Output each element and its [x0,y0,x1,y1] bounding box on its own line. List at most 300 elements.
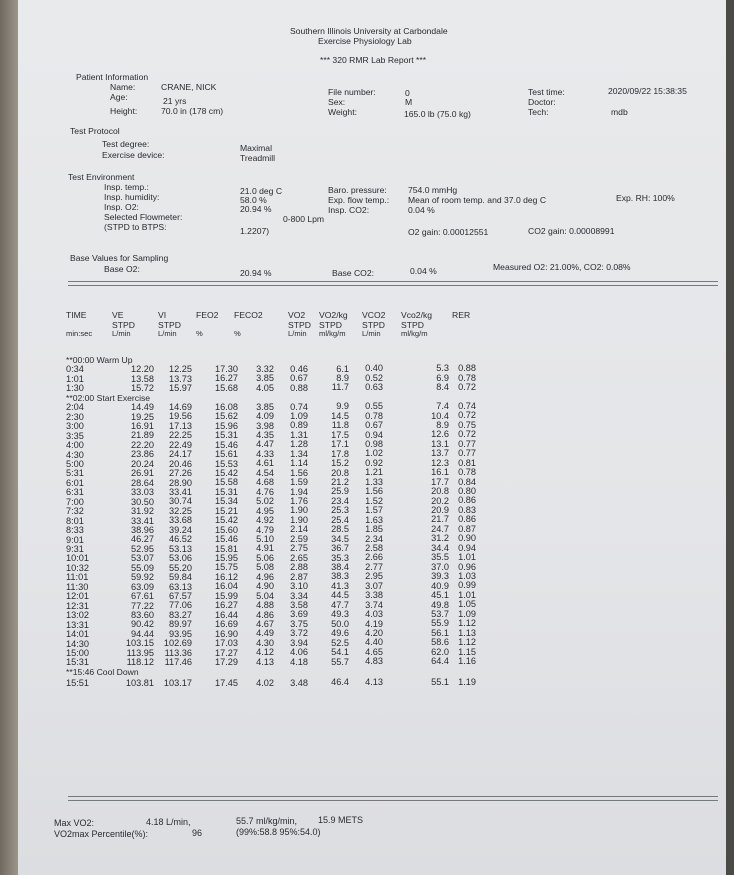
data-cell: 77.22 [131,600,154,611]
column-header: STPD [362,319,385,330]
data-cell: 103.17 [163,678,192,688]
time-cell: 6:01 [66,477,84,488]
phase-marker-warmup: **00:00 Warm Up [66,355,133,365]
data-cell: 46.52 [169,534,192,545]
data-cell: 21.7 [431,514,449,525]
lab-name: Exercise Physiology Lab [318,36,412,46]
data-cell: 0.98 [365,439,383,449]
data-cell: 56.1 [431,627,449,638]
data-cell: 4.47 [256,439,274,450]
data-cell: 15.68 [215,382,238,393]
data-cell: 17.13 [169,420,192,431]
data-cell: 16.1 [431,467,449,478]
data-cell: 4.79 [256,524,274,535]
data-cell: 5.04 [256,590,274,601]
data-cell: 103.15 [125,638,154,649]
data-cell: 55.20 [169,562,192,573]
insp-humidity: 58.0 % [240,195,267,205]
data-cell: 28.5 [331,524,349,535]
base-values-heading: Base Values for Sampling [70,253,169,263]
data-cell: 15.42 [215,515,238,526]
data-cell: 2.66 [365,552,383,563]
sex-label: Sex: [328,97,346,107]
data-cell: 7.4 [436,401,449,412]
data-cell: 59.92 [131,572,154,583]
data-cell: 54.1 [331,647,349,658]
degree-label: Test degree: [102,139,150,149]
data-cell: 0.86 [458,514,476,525]
data-cell: 15.31 [215,486,238,497]
data-cell: 58.6 [431,637,449,648]
data-cell: 0.72 [458,410,476,421]
max-vo2-kg: 55.7 ml/kg/min, [236,816,298,826]
data-cell: 17.27 [215,647,238,658]
time-cell: 9:31 [66,544,84,554]
data-cell: 3.32 [256,363,274,374]
data-cell: 93.95 [169,628,192,639]
data-cell: 1.09 [458,608,476,619]
data-cell: 1.94 [290,486,308,497]
data-cell: 12.20 [131,364,154,375]
data-cell: 4.76 [256,486,274,497]
data-cell: 15.96 [215,420,238,431]
data-cell: 5.02 [256,496,274,507]
data-cell: 0.72 [458,382,476,392]
data-cell: 15.2 [331,458,349,469]
data-cell: 94.44 [131,628,154,639]
data-cell: 1.16 [458,656,476,667]
column-header: STPD [288,319,311,330]
data-cell: 55.09 [131,562,154,573]
data-cell: 3.75 [290,618,308,629]
data-cell: 3.85 [256,373,274,384]
time-cell: 7:32 [66,506,84,517]
data-cell: 16.91 [131,421,154,431]
time-cell: 7:00 [66,496,84,507]
data-cell: 33.41 [169,487,192,497]
data-cell: 0.72 [458,429,476,440]
data-cell: 15.97 [169,383,192,394]
data-cell: 1.28 [290,439,308,450]
time-cell: 5:31 [66,468,84,479]
data-cell: 0.84 [458,476,476,487]
data-cell: 35.5 [431,552,449,563]
data-cell: 21.89 [131,430,154,441]
data-cell: 26.91 [131,468,154,479]
data-cell: 4.61 [256,458,274,469]
data-cell: 4.92 [256,515,274,526]
data-cell: 0.90 [458,533,476,544]
data-cell: 0.94 [458,542,476,553]
data-cell: 15.95 [215,553,238,563]
data-cell: 11.7 [331,382,349,393]
data-cell: 3.38 [365,590,383,601]
insp-humidity-label: Insp. humidity: [104,192,160,202]
flowmeter-label: Selected Flowmeter: [104,212,183,222]
data-cell: 1.19 [458,676,476,687]
time-cell: 13:31 [66,619,89,630]
data-cell: 2.88 [290,562,308,573]
data-cell: 1.76 [290,496,308,506]
data-cell: 4.13 [365,677,383,688]
data-cell: 0.52 [365,372,383,383]
data-cell: 3.98 [256,420,274,431]
data-cell: 46.27 [131,534,154,545]
data-cell: 0.87 [458,523,476,534]
column-header: FECO2 [234,310,263,320]
data-cell: 17.03 [215,638,238,649]
measured-values: Measured O2: 21.00%, CO2: 0.08% [493,262,631,272]
max-vo2-label: Max VO2: [54,818,95,828]
insp-temp: 21.0 deg C [240,186,283,196]
data-cell: 34.4 [431,542,449,553]
data-cell: 55.1 [431,677,449,688]
data-cell: 4.91 [256,543,274,554]
data-cell: 0.83 [458,504,476,515]
time-cell: 3:00 [66,421,84,432]
time-cell: 15:31 [66,657,89,668]
data-cell: 4.95 [256,505,274,516]
report-page [18,0,726,875]
data-cell: 0.94 [365,429,383,440]
data-cell: 30.50 [131,496,154,507]
insp-o2-label: Insp. O2: [104,202,139,212]
data-cell: 0.55 [365,401,383,412]
data-cell: 16.04 [215,581,238,592]
column-header: ml/kg/m [401,329,428,338]
data-cell: 20.2 [431,495,449,506]
column-header: VO2/kg [319,310,348,320]
data-cell: 0.78 [365,410,383,421]
data-cell: 38.96 [131,524,154,535]
data-cell: 32.25 [169,505,192,516]
data-cell: 14.49 [131,402,154,413]
data-cell: 9.9 [336,401,349,412]
insp-co2-label: Insp. CO2: [328,205,370,215]
time-cell: 5:00 [66,458,84,469]
data-cell: 20.24 [131,458,154,469]
data-cell: 36.7 [331,543,349,554]
column-header: FEO2 [196,310,219,320]
data-cell: 63.13 [169,581,192,592]
data-cell: 53.06 [169,553,192,564]
data-cell: 0.78 [458,372,476,383]
phase-marker-cooldown: **15:46 Cool Down [66,666,139,677]
data-cell: 4.54 [256,467,274,478]
data-cell: 4.96 [256,571,274,582]
data-cell: 0.67 [365,420,383,431]
data-cell: 4.13 [256,656,274,667]
data-cell: 13.7 [431,448,449,459]
data-cell: 67.61 [131,591,154,602]
time-cell: 3:35 [66,430,84,441]
data-cell: 2.34 [365,533,383,544]
data-cell: 4.03 [365,609,383,620]
data-cell: 0.74 [290,401,308,412]
time-cell: 9:01 [66,534,84,545]
data-cell: 90.42 [131,619,154,630]
column-header: VE [112,310,124,320]
tech: mdb [611,107,628,117]
data-cell: 4.40 [365,637,383,648]
base-o2-label: Base O2: [104,264,140,274]
data-cell: 41.3 [331,580,349,591]
data-cell: 15.75 [215,562,238,573]
data-cell: 49.3 [331,609,349,620]
data-cell: 33.41 [131,515,154,526]
data-cell: 5.3 [436,363,449,374]
data-cell: 0.77 [458,448,476,459]
data-cell: 1.59 [290,477,308,488]
name-label: Name: [110,82,136,92]
data-cell: 0.77 [458,438,476,449]
data-cell: 0.88 [458,363,476,374]
data-cell: 15.60 [215,524,238,535]
data-cell: 37.0 [431,561,449,572]
data-cell: 8.9 [336,373,349,383]
base-co2-label: Base CO2: [332,268,375,278]
data-cell: 25.9 [331,486,349,497]
data-cell: 1.09 [290,410,308,421]
patient-weight: 165.0 lb (75.0 kg) [404,109,471,119]
data-cell: 0.40 [365,363,383,374]
column-header: L/min [112,329,131,338]
data-cell: 15.99 [215,590,238,601]
data-cell: 17.30 [215,364,238,374]
data-cell: 3.07 [365,580,383,591]
data-cell: 49.8 [431,599,449,610]
data-cell: 45.1 [431,590,449,601]
column-header: ml/kg/m [319,329,346,338]
data-cell: 3.94 [290,637,308,648]
data-cell: 16.08 [215,401,238,412]
data-cell: 23.86 [131,449,154,460]
data-cell: 53.7 [431,608,449,619]
time-cell: 11:01 [66,572,89,583]
data-cell: 38.4 [331,562,349,572]
data-cell: 14.69 [169,401,192,412]
data-cell: 15.61 [215,449,238,460]
column-header: STPD [158,319,181,330]
data-cell: 0.63 [365,382,383,393]
time-cell: 4:00 [66,440,84,451]
data-cell: 13.58 [131,373,154,384]
data-cell: 6.1 [336,363,349,374]
patient-height: 70.0 in (178 cm) [161,106,224,116]
data-cell: 15.81 [215,543,238,554]
co2-gain: CO2 gain: 0.00008991 [528,226,615,236]
data-cell: 4.90 [256,581,274,592]
data-cell: 1.52 [365,495,383,506]
data-cell: 13.1 [431,438,449,449]
protocol-heading: Test Protocol [70,126,120,136]
data-cell: 3.34 [290,590,308,601]
data-cell: 4.30 [256,637,274,648]
data-cell: 1.02 [365,448,383,459]
time-cell: 11:30 [66,581,89,592]
data-cell: 39.3 [431,571,449,582]
data-cell: 12.6 [431,429,449,440]
data-cell: 55.9 [431,618,449,629]
data-cell: 0.92 [365,457,383,468]
data-cell: 19.25 [131,411,154,422]
data-cell: 2.58 [365,542,383,553]
flowmeter: 0-800 Lpm [283,214,325,224]
test-time-label: Test time: [528,87,565,97]
data-cell: 44.5 [331,590,349,601]
data-cell: 1.90 [290,514,308,525]
data-cell: 15.72 [131,383,154,394]
percentile-label: VO2max Percentile(%): [54,829,149,839]
data-cell: 0.86 [458,495,476,506]
data-cell: 20.9 [431,505,449,515]
data-cell: 6.9 [436,372,449,383]
insp-temp-label: Insp. temp.: [104,182,149,192]
column-header: min:sec [66,329,93,338]
data-cell: 2.65 [290,552,308,563]
time-cell: 1:30 [66,383,84,394]
tech-label: Tech: [528,107,549,117]
base-o2: 20.94 % [240,268,272,278]
data-cell: 15.46 [215,534,238,545]
data-cell: 1.12 [458,618,476,629]
data-cell: 77.06 [169,600,192,611]
time-cell: 8:33 [66,525,84,536]
data-cell: 23.4 [331,495,349,506]
data-cell: 22.49 [169,439,192,450]
device-label: Exercise device: [102,150,165,160]
stpd-label: (STPD to BTPS: [104,222,167,232]
data-cell: 52.5 [331,637,349,648]
time-cell: 2:04 [66,402,84,413]
data-cell: 35.3 [331,552,349,563]
divider-top-1 [68,281,718,282]
data-cell: 34.5 [331,533,349,544]
data-cell: 89.97 [169,619,192,630]
data-cell: 15.34 [215,496,238,507]
data-cell: 15.46 [215,439,238,450]
data-cell: 103.81 [125,678,154,689]
data-cell: 4.83 [365,656,383,667]
data-cell: 31.2 [431,533,449,544]
data-cell: 1.15 [458,646,476,657]
insp-o2: 20.94 % [240,204,272,214]
data-cell: 0.96 [458,561,476,572]
data-cell: 83.27 [169,609,192,620]
photo-background-left [0,0,18,875]
data-cell: 4.86 [256,609,274,620]
data-cell: 4.65 [365,646,383,657]
baro-label: Baro. pressure: [328,185,387,195]
data-cell: 17.1 [331,439,349,450]
divider-bottom-2 [68,800,718,801]
patient-age: 21 yrs [163,96,187,106]
exp-temp: Mean of room temp. and 37.0 deg C [408,195,547,205]
data-cell: 39.24 [169,524,192,535]
data-cell: 1.56 [365,486,383,497]
data-cell: 17.7 [431,476,449,487]
column-header: L/min [288,329,307,338]
data-cell: 1.56 [290,467,308,478]
data-cell: 3.10 [290,581,308,592]
base-co2: 0.04 % [410,266,437,276]
data-cell: 1.34 [290,448,308,459]
weight-label: Weight: [328,107,357,117]
time-cell: 15:51 [66,678,89,689]
data-cell: 0.80 [458,485,476,496]
data-cell: 3.48 [290,677,308,688]
data-cell: 0.78 [458,467,476,478]
column-header: STPD [112,319,135,330]
time-cell: 0:34 [66,364,84,375]
baro-pressure: 754.0 mmHg [408,185,458,195]
column-header: L/min [362,329,381,338]
patient-name: CRANE, NICK [161,82,217,92]
data-cell: 46.4 [331,677,349,688]
data-cell: 2.87 [290,571,308,582]
column-header: Vco2/kg [401,310,433,320]
data-cell: 4.49 [256,628,274,639]
data-cell: 113.95 [126,647,154,658]
data-cell: 49.6 [331,628,349,639]
data-cell: 4.19 [365,618,383,629]
data-cell: 4.67 [256,619,274,629]
data-cell: 14.5 [331,410,349,421]
report-title: *** 320 RMR Lab Report *** [320,55,427,65]
data-cell: 2.95 [365,571,383,582]
data-cell: 17.45 [215,677,238,688]
time-cell: 14:01 [66,629,89,640]
data-cell: 1.12 [458,637,476,648]
patient-sex: M [405,97,413,107]
data-cell: 16.90 [215,628,238,639]
institution-name: Southern Illinois University at Carbondale [290,26,448,36]
data-cell: 53.07 [131,553,154,564]
data-cell: 5.08 [256,562,274,573]
data-cell: 53.13 [169,543,192,554]
column-header: % [234,329,241,338]
data-cell: 2.59 [290,533,308,544]
time-cell: 2:30 [66,411,84,422]
data-cell: 3.58 [290,599,308,610]
data-cell: 15.53 [215,458,238,469]
data-cell: 83.60 [131,610,154,620]
data-cell: 1.85 [365,524,383,535]
time-cell: 12:01 [66,591,89,602]
o2-gain: O2 gain: 0.00012551 [408,227,489,237]
data-cell: 27.26 [169,468,192,479]
data-cell: 16.27 [215,373,238,384]
data-cell: 4.20 [365,628,383,638]
data-cell: 3.69 [290,609,308,620]
data-cell: 20.8 [331,467,349,478]
data-cell: 16.12 [215,571,238,582]
data-cell: 15.31 [215,430,238,441]
data-cell: 47.7 [331,599,349,610]
data-cell: 3.72 [290,628,308,639]
data-cell: 17.8 [331,448,349,459]
data-cell: 1.31 [290,429,308,440]
data-cell: 64.4 [431,656,449,667]
data-cell: 4.06 [290,647,308,658]
data-cell: 1.63 [365,514,383,525]
data-cell: 40.9 [431,580,449,591]
column-header: VI [158,310,167,320]
data-cell: 8.9 [436,419,449,430]
column-header: VCO2 [362,310,386,320]
data-cell: 1.14 [290,458,308,469]
exercise-device: Treadmill [240,153,276,163]
